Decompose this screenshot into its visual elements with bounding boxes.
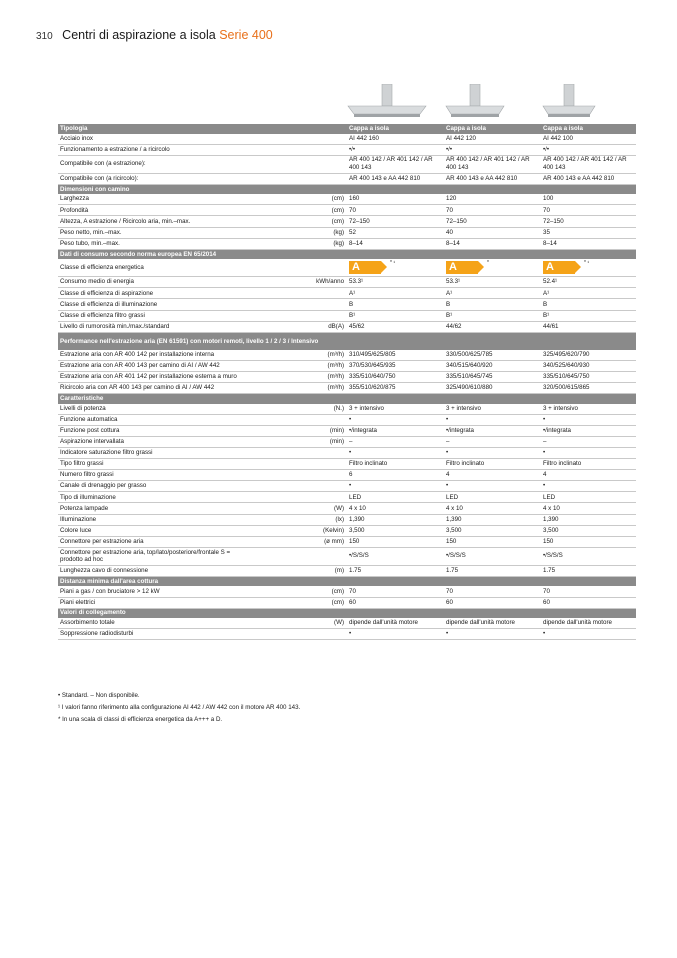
product-type (541, 332, 636, 350)
row-unit (253, 414, 347, 425)
row-value: 150 (444, 536, 541, 547)
row-value: B (347, 299, 444, 310)
row-label: Soppressione radiodisturbi (58, 629, 253, 640)
row-value: 3,500 (347, 525, 444, 536)
row-value: 340/525/640/930 (541, 360, 636, 371)
row-value: • (347, 447, 444, 458)
row-value: 150 (541, 536, 636, 547)
row-label: Peso tubo, min.–max. (58, 238, 253, 249)
section-header (58, 608, 636, 618)
row-value: 4 (444, 470, 541, 481)
row-value: Filtro inclinato (347, 459, 444, 470)
row-label: Aspirazione intervallata (58, 436, 253, 447)
row-value: 44/61 (541, 321, 636, 332)
row-value: 1,390 (541, 514, 636, 525)
row-unit (253, 288, 347, 299)
footnote: * In una scala di classi di efficienza energetica da A+++ a D. (58, 716, 223, 723)
row-value: LED (444, 492, 541, 503)
energy-class-note: * ¹ (390, 260, 396, 267)
product-type (541, 608, 636, 618)
table-row (58, 155, 636, 173)
row-value: 8–14 (541, 238, 636, 249)
row-value: 4 (541, 470, 636, 481)
row-unit: (m³/h) (253, 371, 347, 382)
energy-class-letter: A (546, 261, 554, 274)
section-header (58, 124, 636, 134)
row-value: dipende dall'unità motore (541, 618, 636, 629)
table-row (58, 525, 636, 536)
row-value: 70 (347, 586, 444, 597)
row-value: B (541, 299, 636, 310)
row-value: AR 400 142 / AR 401 142 / AR 400 143 (347, 155, 444, 173)
row-unit (253, 173, 347, 184)
series-label: Serie 400 (219, 28, 273, 42)
row-unit: (Kelvin) (253, 525, 347, 536)
row-unit: (m³/h) (253, 350, 347, 361)
product-type (347, 608, 444, 618)
section-title: Dimensioni con camino (58, 184, 347, 194)
row-value: 3 + intensivo (444, 404, 541, 415)
energy-class-cell (444, 259, 541, 277)
row-value: 6 (347, 470, 444, 481)
section-title: Performance nell'estrazione aria (EN 61591) con motori remoti, livello 1 / 2 / 3 / Intensivo (58, 332, 347, 350)
product-type (347, 332, 444, 350)
energy-class-note: * ¹ (584, 260, 590, 267)
row-label: Lunghezza cavo di connessione (58, 565, 253, 576)
row-label: Classe di efficienza filtro grassi (58, 310, 253, 321)
table-row (58, 503, 636, 514)
row-value: 4 x 10 (347, 503, 444, 514)
row-value: 330/500/625/785 (444, 350, 541, 361)
row-value: Filtro inclinato (444, 459, 541, 470)
row-value: – (444, 436, 541, 447)
row-label: Ricircolo aria con AR 400 143 per camino di AI / AW 442 (58, 383, 253, 394)
row-value: AI 442 160 (347, 134, 444, 145)
row-label: Tipo filtro grassi (58, 459, 253, 470)
row-value: 325/490/610/880 (444, 383, 541, 394)
row-value: 335/510/645/745 (444, 371, 541, 382)
row-value: 1.75 (444, 565, 541, 576)
table-row (58, 414, 636, 425)
table-row (58, 404, 636, 415)
row-value: AR 400 142 / AR 401 142 / AR 400 143 (541, 155, 636, 173)
row-label: Funzione automatica (58, 414, 253, 425)
row-value: 160 (347, 194, 444, 205)
row-unit (253, 470, 347, 481)
row-value: 325/495/620/790 (541, 350, 636, 361)
row-value: •/S/S/S (541, 547, 636, 565)
row-value: dipende dall'unità motore (444, 618, 541, 629)
row-label: Profondità (58, 205, 253, 216)
row-value: B¹ (541, 310, 636, 321)
row-unit: (cm) (253, 597, 347, 608)
island-hood-image (541, 84, 597, 122)
row-value: 355/510/620/875 (347, 383, 444, 394)
row-label: Estrazione aria con AR 401 142 per installazione esterna a muro (58, 371, 253, 382)
row-value: •/• (347, 144, 444, 155)
row-value: 70 (444, 205, 541, 216)
row-unit: (m³/h) (253, 383, 347, 394)
section-title: Distanza minima dall'area cottura (58, 576, 347, 586)
row-value: AR 400 143 e AA 442 810 (541, 173, 636, 184)
row-value: 44/62 (444, 321, 541, 332)
table-row (58, 536, 636, 547)
row-value: •/S/S/S (347, 547, 444, 565)
row-value: 70 (444, 586, 541, 597)
row-value: 335/510/640/750 (347, 371, 444, 382)
row-value: 3 + intensivo (347, 404, 444, 415)
row-value: • (541, 447, 636, 458)
row-label: Estrazione aria con AR 400 143 per camino di AI / AW 442 (58, 360, 253, 371)
row-label: Peso netto, min.–max. (58, 227, 253, 238)
row-value: 52 (347, 227, 444, 238)
row-value: 120 (444, 194, 541, 205)
section-header (58, 249, 636, 259)
row-value: LED (347, 492, 444, 503)
product-type (347, 576, 444, 586)
row-value: 150 (347, 536, 444, 547)
row-value: 53.3¹ (347, 277, 444, 288)
table-row (58, 383, 636, 394)
row-value: • (347, 414, 444, 425)
row-unit: (cm) (253, 216, 347, 227)
row-value: 72–150 (444, 216, 541, 227)
product-type (541, 394, 636, 404)
row-value: 340/515/640/920 (444, 360, 541, 371)
row-unit (253, 629, 347, 640)
section-title: Caratteristiche (58, 394, 347, 404)
row-unit (253, 134, 347, 145)
energy-class-badge (349, 261, 381, 274)
island-hood-image (444, 84, 506, 122)
row-unit: (m³/h) (253, 360, 347, 371)
row-value: 8–14 (347, 238, 444, 249)
row-unit: (lx) (253, 514, 347, 525)
table-row (58, 597, 636, 608)
table-row (58, 288, 636, 299)
footnotes (58, 690, 300, 726)
table-row (58, 618, 636, 629)
row-value: B¹ (347, 310, 444, 321)
table-row (58, 547, 636, 565)
energy-class-badge (543, 261, 575, 274)
energy-class-cell (347, 259, 444, 277)
row-value: 335/510/645/750 (541, 371, 636, 382)
page-number: 310 (36, 31, 53, 42)
table-row (58, 277, 636, 288)
row-value: •/integrata (444, 425, 541, 436)
table-row (58, 173, 636, 184)
row-value: 3 + intensivo (541, 404, 636, 415)
row-unit: (min) (253, 425, 347, 436)
row-unit (253, 481, 347, 492)
row-unit: (W) (253, 618, 347, 629)
row-value: 53.3¹ (444, 277, 541, 288)
table-row (58, 425, 636, 436)
row-value: 52.4¹ (541, 277, 636, 288)
row-value: 60 (541, 597, 636, 608)
row-unit (253, 259, 347, 277)
row-value: dipende dall'unità motore (347, 618, 444, 629)
row-value: – (541, 436, 636, 447)
section-header (58, 576, 636, 586)
row-value: A¹ (541, 288, 636, 299)
row-value: • (444, 629, 541, 640)
product-type (444, 184, 541, 194)
row-value: – (347, 436, 444, 447)
product-type (444, 394, 541, 404)
row-unit (253, 310, 347, 321)
row-unit: dB(A) (253, 321, 347, 332)
table-row (58, 310, 636, 321)
table-row (58, 629, 636, 640)
row-value: AI 442 100 (541, 134, 636, 145)
row-value: 3,500 (541, 525, 636, 536)
product-type (347, 249, 444, 259)
row-value: 35 (541, 227, 636, 238)
row-label: Tipo di illuminazione (58, 492, 253, 503)
table-row (58, 371, 636, 382)
row-value: B (444, 299, 541, 310)
table-row (58, 216, 636, 227)
row-value: AI 442 120 (444, 134, 541, 145)
row-value: 1.75 (347, 565, 444, 576)
table-row (58, 470, 636, 481)
table-row (58, 481, 636, 492)
table-row (58, 492, 636, 503)
row-value: 100 (541, 194, 636, 205)
product-type (444, 608, 541, 618)
row-value: 70 (347, 205, 444, 216)
section-header (58, 394, 636, 404)
row-label: Altezza, A estrazione / Ricircolo aria, min.–max. (58, 216, 253, 227)
product-type (444, 576, 541, 586)
row-label: Colore luce (58, 525, 253, 536)
section-title: Valori di collegamento (58, 608, 347, 618)
row-value: 72–150 (541, 216, 636, 227)
energy-class-letter: A (352, 261, 360, 274)
row-value: 310/495/625/805 (347, 350, 444, 361)
product-type: Cappa a isola (444, 124, 541, 134)
row-label: Classe di efficienza energetica (58, 259, 253, 277)
table-row (58, 259, 636, 277)
row-label: Compatibile con (a estrazione): (58, 155, 253, 173)
energy-class-cell (541, 259, 636, 277)
row-value: • (444, 481, 541, 492)
row-label: Piani elettrici (58, 597, 253, 608)
row-label: Estrazione aria con AR 400 142 per installazione interna (58, 350, 253, 361)
page-title: Centri di aspirazione a isola (62, 28, 216, 42)
product-type (444, 249, 541, 259)
row-label: Larghezza (58, 194, 253, 205)
row-value: •/• (444, 144, 541, 155)
product-type (541, 184, 636, 194)
row-unit (253, 155, 347, 173)
row-value: 60 (347, 597, 444, 608)
row-unit (253, 299, 347, 310)
row-value: AR 400 143 e AA 442 810 (347, 173, 444, 184)
row-value: • (347, 481, 444, 492)
row-label: Livelli di potenza (58, 404, 253, 415)
row-label: Funzionamento a estrazione / a ricircolo (58, 144, 253, 155)
table-row (58, 586, 636, 597)
row-label: Illuminazione (58, 514, 253, 525)
row-value: 70 (541, 205, 636, 216)
product-type: Cappa a isola (541, 124, 636, 134)
table-row (58, 459, 636, 470)
energy-class-badge (446, 261, 478, 274)
row-value: 70 (541, 586, 636, 597)
row-label: Potenza lampade (58, 503, 253, 514)
row-value: 3,500 (444, 525, 541, 536)
row-value: B¹ (444, 310, 541, 321)
row-label: Connettore per estrazione aria, top/lato/posteriore/frontale S = prodotto ad hoc (58, 547, 253, 565)
table-row (58, 227, 636, 238)
row-unit (253, 459, 347, 470)
section-title: Tipologia (58, 124, 347, 134)
product-images (0, 84, 677, 124)
island-hood-image (346, 84, 428, 122)
table-row (58, 360, 636, 371)
row-unit: (cm) (253, 194, 347, 205)
row-label: Numero filtro grassi (58, 470, 253, 481)
table-row (58, 514, 636, 525)
table-row (58, 299, 636, 310)
row-value: •/integrata (347, 425, 444, 436)
footnote: • Standard. – Non disponibile. (58, 692, 140, 699)
row-value: LED (541, 492, 636, 503)
row-label: Connettore per estrazione aria (58, 536, 253, 547)
table-row (58, 447, 636, 458)
spec-table (58, 124, 636, 640)
table-row (58, 565, 636, 576)
energy-class-letter: A (449, 261, 457, 274)
row-label: Compatibile con (a ricircolo): (58, 173, 253, 184)
table-row (58, 436, 636, 447)
row-value: •/S/S/S (444, 547, 541, 565)
row-unit: (cm) (253, 205, 347, 216)
row-label: Acciaio inox (58, 134, 253, 145)
row-value: • (347, 629, 444, 640)
row-unit (253, 447, 347, 458)
product-type (347, 394, 444, 404)
row-value: A¹ (444, 288, 541, 299)
table-row (58, 205, 636, 216)
product-type (347, 184, 444, 194)
row-value: 45/62 (347, 321, 444, 332)
row-label: Classe di efficienza di aspirazione (58, 288, 253, 299)
row-label: Livello di rumorosità min./max./standard (58, 321, 253, 332)
product-type (541, 576, 636, 586)
row-label: Canale di drenaggio per grasso (58, 481, 253, 492)
row-unit: (kg) (253, 227, 347, 238)
row-value: • (541, 414, 636, 425)
row-unit: (ø mm) (253, 536, 347, 547)
section-header (58, 332, 636, 350)
row-unit (253, 492, 347, 503)
footnote: ¹ I valori fanno riferimento alla configurazione AI 442 / AW 442 con il motore AR 400 143. (58, 704, 301, 711)
row-value: 370/530/645/935 (347, 360, 444, 371)
page-header (36, 28, 273, 42)
row-unit: (cm) (253, 586, 347, 597)
row-label: Consumo medio di energia (58, 277, 253, 288)
row-unit (253, 144, 347, 155)
table-row (58, 321, 636, 332)
row-value: 1,390 (444, 514, 541, 525)
row-unit: (kg) (253, 238, 347, 249)
row-label: Classe di efficienza di illuminazione (58, 299, 253, 310)
table-row (58, 194, 636, 205)
section-title: Dati di consumo secondo norma europea EN 65/2014 (58, 249, 347, 259)
row-value: 4 x 10 (541, 503, 636, 514)
row-label: Piani a gas / con bruciatore > 12 kW (58, 586, 253, 597)
row-value: • (541, 481, 636, 492)
row-value: 40 (444, 227, 541, 238)
product-type: Cappa a isola (347, 124, 444, 134)
table-row (58, 350, 636, 361)
row-value: Filtro inclinato (541, 459, 636, 470)
product-type (444, 332, 541, 350)
row-unit: kWh/anno (253, 277, 347, 288)
row-value: 60 (444, 597, 541, 608)
row-unit: (W) (253, 503, 347, 514)
row-value: 1.75 (541, 565, 636, 576)
row-value: 4 x 10 (444, 503, 541, 514)
table-row (58, 238, 636, 249)
table-row (58, 134, 636, 145)
table-row (58, 144, 636, 155)
row-value: 1,390 (347, 514, 444, 525)
row-label: Funzione post cottura (58, 425, 253, 436)
row-unit: (m) (253, 565, 347, 576)
row-value: 72–150 (347, 216, 444, 227)
row-label: Indicatore saturazione filtro grassi (58, 447, 253, 458)
row-value: • (541, 629, 636, 640)
row-value: • (444, 414, 541, 425)
row-unit: (min) (253, 436, 347, 447)
row-unit (253, 547, 347, 565)
row-value: 8–14 (444, 238, 541, 249)
row-value: • (444, 447, 541, 458)
product-type (541, 249, 636, 259)
row-value: •/• (541, 144, 636, 155)
row-value: A¹ (347, 288, 444, 299)
section-header (58, 184, 636, 194)
row-label: Assorbimento totale (58, 618, 253, 629)
row-value: AR 400 143 e AA 442 810 (444, 173, 541, 184)
row-value: •/integrata (541, 425, 636, 436)
row-value: 320/500/615/865 (541, 383, 636, 394)
row-unit: (N.) (253, 404, 347, 415)
row-value: AR 400 142 / AR 401 142 / AR 400 143 (444, 155, 541, 173)
energy-class-note: * (487, 260, 489, 267)
